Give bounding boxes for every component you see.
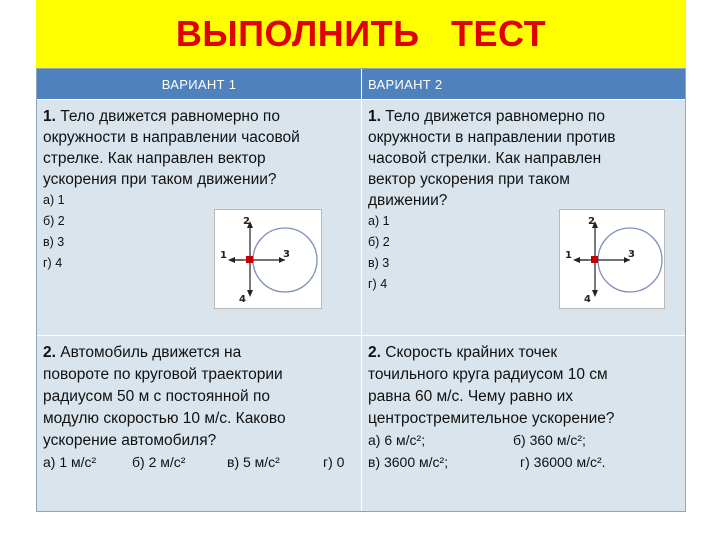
v1-q1-number: 1. [43,108,56,125]
v1-circle-diagram [214,209,322,309]
page-title: ВЫПОЛНИТЬ ТЕСТ [175,13,547,54]
v1-q1-line: ускорения при таком движении? [43,171,277,188]
column-divider [361,69,362,511]
v1-diagram-label-2: 2 [243,216,250,227]
v2-q1-line: движении? [368,192,448,209]
v2-q2-answer-d: г) 36000 м/с². [520,454,606,470]
v2-q1-line: Тело движется равномерно по [385,108,605,125]
row-divider [37,335,685,336]
v2-q1-option-b: б) 2 [368,235,390,249]
v1-q1-line: окружности в направлении часовой [43,129,300,146]
v2-diagram-label-4: 4 [584,294,591,305]
v2-q1-number: 1. [368,108,381,125]
v1-q2-answer-d: г) 0 [323,454,345,470]
v2-q2-line: Скорость крайних точек [385,344,558,361]
v1-q2-answer-a: а) 1 м/с² [43,454,97,470]
v1-diagram-label-3: 3 [283,249,290,260]
v2-q2-answer-b: б) 360 м/с²; [513,432,586,448]
v2-q1-line: часовой стрелки. Как направлен [368,150,602,167]
v1-q1-line: Тело движется равномерно по [60,108,280,125]
v2-q2-line: равна 60 м/с. Чему равно их [368,388,574,405]
v1-q2-number: 2. [43,344,56,361]
variant-2-header: ВАРИАНТ 2 [362,69,685,99]
v2-question-2 [368,342,682,430]
v2-circle-diagram [559,209,665,309]
v2-q1-line: вектор ускорения при таком [368,171,570,188]
v1-q2-line: Автомобиль движется на [60,344,242,361]
v1-q1-option-d: г) 4 [43,256,63,270]
v1-diagram-label-1: 1 [220,250,227,261]
title-banner [36,0,686,68]
v1-q2-answer-c: в) 5 м/с² [227,454,280,470]
v1-q1-option-b: б) 2 [43,214,65,228]
v2-q2-line: центростремительное ускорение? [368,410,615,427]
v2-q1-line: окружности в направлении против [368,129,616,146]
v2-diagram-label-2: 2 [588,216,595,227]
v1-q1-option-c: в) 3 [43,235,65,249]
v1-diagram-label-4: 4 [239,294,246,305]
v2-q2-number: 2. [368,344,381,361]
v1-q2-answer-b: б) 2 м/с² [132,454,186,470]
v2-diagram-label-3: 3 [628,249,635,260]
v2-q2-answer-a: а) 6 м/с²; [368,432,426,448]
v1-q1-line: стрелке. Как направлен вектор [43,150,266,167]
v1-q1-option-a: а) 1 [43,193,65,207]
v2-q1-option-a: а) 1 [368,214,390,228]
v2-q1-option-c: в) 3 [368,256,390,270]
variant-1-header: ВАРИАНТ 1 [37,69,361,99]
v2-q2-answer-c: в) 3600 м/с²; [368,454,449,470]
v1-question-2 [43,342,359,452]
v2-diagram-label-1: 1 [565,250,572,261]
test-table [36,68,686,512]
v1-q2-line: повороте по круговой траектории [43,366,283,383]
v1-q2-line: ускорение автомобиля? [43,432,217,449]
v2-q2-line: точильного круга радиусом 10 см [368,366,608,383]
v2-q1-option-d: г) 4 [368,277,388,291]
header-divider [37,99,685,100]
v1-q2-line: радиусом 50 м с постоянной по [43,388,271,405]
v1-q2-line: модулю скоростью 10 м/с. Каково [43,410,286,427]
